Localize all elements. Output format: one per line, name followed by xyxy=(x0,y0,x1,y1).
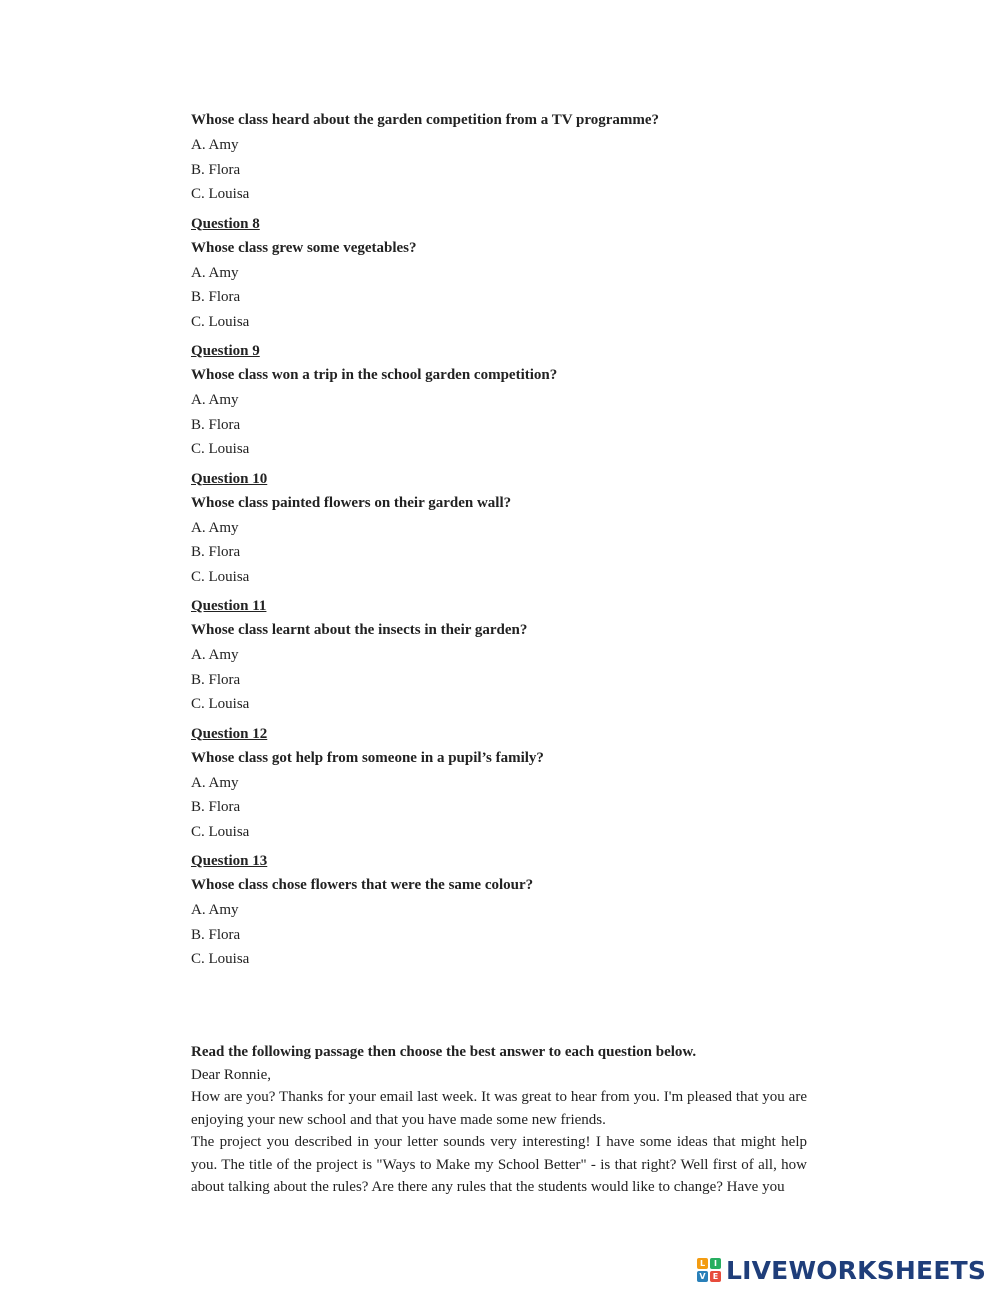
question-7-text: Whose class heard about the garden competition from a TV programme? xyxy=(191,112,660,128)
option-b[interactable]: B. Flora xyxy=(191,161,241,178)
question-text: Whose class chose flowers that were the same colour? xyxy=(191,877,534,893)
option-c[interactable]: C. Louisa xyxy=(191,313,250,330)
option-b[interactable]: B. Flora xyxy=(191,289,241,305)
question-text: Whose class got help from someone in a pupil’s family? xyxy=(191,749,544,766)
option-c[interactable]: C. Louisa xyxy=(191,951,250,967)
passage-paragraph: How are you? Thanks for your email last week. It was great to hear from you. I'm pleased that you are enjoying your new school and that you have made some new friends. xyxy=(191,1089,807,1128)
option-b[interactable]: B. Flora xyxy=(191,544,241,560)
question-heading: Question 9 xyxy=(191,343,260,359)
option-c[interactable]: C. Louisa xyxy=(191,823,250,840)
option-c[interactable]: C. Louisa xyxy=(191,441,250,457)
passage-paragraph: The project you described in your letter sounds very interesting! I have some ideas that might help you. The title of the project is "Ways to Make my School Better" - is that right? Well first of all, how about talking about the rules? Are there any rules that the students would like to change? Have you xyxy=(191,1134,807,1195)
question-heading: Question 11 xyxy=(191,598,267,614)
reading-passage xyxy=(191,1040,807,1199)
question-text: Whose class learnt about the insects in their garden? xyxy=(191,622,528,638)
question-heading: Question 10 xyxy=(191,470,268,487)
question-text: Whose class won a trip in the school garden competition? xyxy=(191,367,558,383)
liveworksheets-logo xyxy=(697,1254,986,1286)
option-b[interactable]: B. Flora xyxy=(191,671,241,688)
question-block xyxy=(191,334,811,462)
option-a[interactable]: A. Amy xyxy=(191,519,239,536)
logo-square-i: I xyxy=(710,1258,721,1269)
option-b[interactable]: B. Flora xyxy=(191,416,241,433)
option-a[interactable]: A. Amy xyxy=(191,264,239,281)
option-a[interactable]: A. Amy xyxy=(191,902,239,918)
question-block xyxy=(191,589,811,717)
question-heading: Question 12 xyxy=(191,725,268,742)
logo-square-e: E xyxy=(710,1271,721,1282)
worksheet-questions xyxy=(191,108,811,972)
logo-icon xyxy=(697,1258,721,1282)
option-a[interactable]: A. Amy xyxy=(191,774,239,791)
letter-greeting: Dear Ronnie, xyxy=(191,1067,271,1083)
question-heading: Question 13 xyxy=(191,853,268,869)
question-block xyxy=(191,462,811,590)
option-b[interactable]: B. Flora xyxy=(191,799,241,815)
question-block xyxy=(191,207,811,335)
question-text: Whose class grew some vegetables? xyxy=(191,239,417,256)
option-b[interactable]: B. Flora xyxy=(191,926,241,943)
option-c[interactable]: C. Louisa xyxy=(191,696,250,712)
question-block xyxy=(191,717,811,845)
logo-wordmark: LIVEWORKSHEETS xyxy=(726,1255,987,1285)
option-c[interactable]: C. Louisa xyxy=(191,568,250,585)
option-a[interactable]: A. Amy xyxy=(191,137,239,153)
question-text: Whose class painted flowers on their garden wall? xyxy=(191,494,512,511)
option-a[interactable]: A. Amy xyxy=(191,647,239,663)
question-block xyxy=(191,844,811,972)
logo-square-l: L xyxy=(697,1258,708,1269)
option-a[interactable]: A. Amy xyxy=(191,392,239,408)
passage-instruction: Read the following passage then choose the best answer to each question below. xyxy=(191,1044,697,1060)
question-heading: Question 8 xyxy=(191,215,260,232)
logo-square-v: V xyxy=(697,1271,708,1282)
option-c[interactable]: C. Louisa xyxy=(191,186,250,202)
